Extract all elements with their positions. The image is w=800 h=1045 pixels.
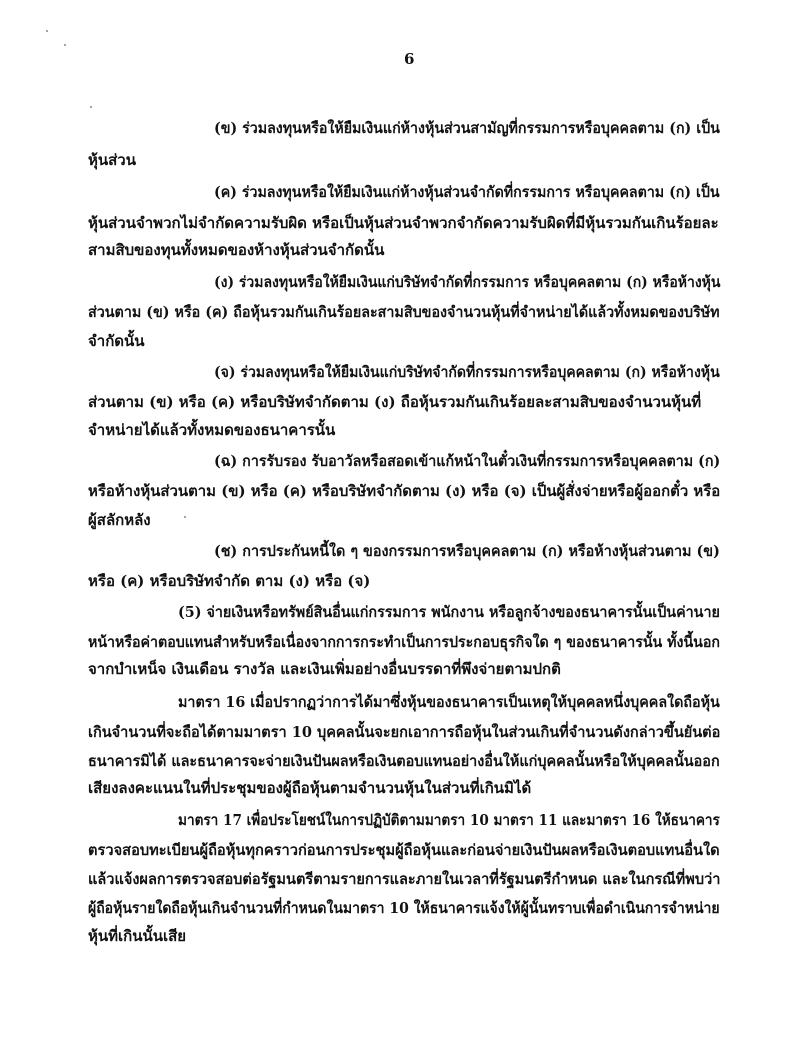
section-16-line-1: มาตรา 16 เมื่อปรากฏว่าการได้มาซึ่งหุ้นของธนาคารเป็นเหตุให้บุคคลหนึ่งบุคคลใดถือหุ้น bbox=[178, 693, 720, 711]
clause-chho-line-3: ผู้สลักหลัง bbox=[88, 511, 151, 529]
item-5-line-1: (5) จ่ายเงินหรือทรัพย์สินอื่นแก่กรรมการ พนักงาน หรือลูกจ้างของธนาคารนั้นเป็นค่านาย bbox=[178, 603, 720, 621]
clause-chho-line-1: (ฉ) การรับรอง รับอาวัลหรือสอดเข้าแก้หน้าในตั๋วเงินที่กรรมการหรือบุคคลตาม (ก) bbox=[214, 452, 721, 470]
clause-kho-line-1: (ข) ร่วมลงทุนหรือให้ยืมเงินแก่ห้างหุ้นส่วนสามัญที่กรรมการหรือบุคคลตาม (ก) เป็น bbox=[214, 119, 720, 137]
clause-cho-line-3: จำหน่ายได้แล้วทั้งหมดของธนาคารนั้น bbox=[88, 421, 336, 439]
scan-speck bbox=[90, 106, 92, 108]
page-number: 6 bbox=[404, 50, 415, 68]
scan-speck bbox=[184, 516, 186, 518]
item-5-line-3: จากบำเหน็จ เงินเดือน รางวัล และเงินเพิ่มอย่างอื่นบรรดาที่พึงจ่ายตามปกติ bbox=[88, 660, 561, 678]
clause-ngo-line-1: (ง) ร่วมลงทุนหรือให้ยืมเงินแก่บริษัทจำกัดที่กรรมการ หรือบุคคลตาม (ก) หรือห้างหุ้น bbox=[214, 273, 721, 291]
section-17-line-4: ผู้ถือหุ้นรายใดถือหุ้นเกินจำนวนที่กำหนดในมาตรา 10 ให้ธนาคารแจ้งให้ผู้นั้นทราบเพื่อดำเนินการจำหน่าย bbox=[88, 899, 720, 917]
clause-chho-line-2: หรือห้างหุ้นส่วนตาม (ข) หรือ (ค) หรือบริษัทจำกัดตาม (ง) หรือ (จ) เป็นผู้สั่งจ่ายหรือผู้ออกตั๋ว หรือ bbox=[88, 482, 721, 500]
clause-cho-line-1: (จ) ร่วมลงทุนหรือให้ยืมเงินแก่บริษัทจำกัดที่กรรมการหรือบุคคลตาม (ก) หรือห้างหุ้น bbox=[214, 363, 720, 381]
section-16-line-2: เกินจำนวนที่จะถือได้ตามมาตรา 10 บุคคลนั้นจะยกเอาการถือหุ้นในส่วนเกินที่จำนวนดังกล่าวขึ้นยันต่อ bbox=[88, 723, 721, 741]
scan-speck bbox=[64, 44, 66, 46]
item-5-line-2: หน้าหรือค่าตอบแทนสำหรับหรือเนื่องจากการกระทำเป็นการประกอบธุรกิจใด ๆ ของธนาคารนั้น ทั้งนี้นอก bbox=[88, 633, 720, 651]
section-16-line-3: ธนาคารมิได้ และธนาคารจะจ่ายเงินปันผลหรือเงินตอบแทนอย่างอื่นให้แก่บุคคลนั้นหรือให้บุคคลนั้นออก bbox=[88, 752, 720, 770]
section-17-line-2: ตรวจสอบทะเบียนผู้ถือหุ้นทุกคราวก่อนการประชุมผู้ถือหุ้นและก่อนจ่ายเงินปันผลหรือเงินตอบแทนอื่นใด bbox=[88, 841, 720, 859]
clause-kho-line-2: หุ้นส่วน bbox=[88, 151, 136, 169]
section-17-line-5: หุ้นที่เกินนั้นเสีย bbox=[88, 927, 187, 945]
clause-cho-line-2: ส่วนตาม (ข) หรือ (ค) หรือบริษัทจำกัดตาม (ง) ถือหุ้นรวมกันเกินร้อยละสามสิบของจำนวนหุ้นที่ bbox=[88, 393, 702, 411]
clause-cho-chang-line-2: หรือ (ค) หรือบริษัทจำกัด ตาม (ง) หรือ (จ) bbox=[88, 572, 371, 590]
clause-ngo-line-2: ส่วนตาม (ข) หรือ (ค) ถือหุ้นรวมกันเกินร้อยละสามสิบของจำนวนหุ้นที่จำหน่ายได้แล้วทั้งหมดของบริษัท bbox=[88, 303, 720, 321]
section-17-line-3: แล้วแจ้งผลการตรวจสอบต่อรัฐมนตรีตามรายการและภายในเวลาที่รัฐมนตรีกำหนด และในกรณีที่พบว่า bbox=[88, 870, 721, 888]
clause-kho2-line-3: สามสิบของทุนทั้งหมดของห้างหุ้นส่วนจำกัดนั้น bbox=[88, 241, 385, 259]
clause-kho2-line-1: (ค) ร่วมลงทุนหรือให้ยืมเงินแก่ห้างหุ้นส่วนจำกัดที่กรรมการ หรือบุคคลตาม (ก) เป็น bbox=[214, 183, 720, 201]
clause-ngo-line-3: จำกัดนั้น bbox=[88, 332, 145, 350]
clause-kho2-line-2: หุ้นส่วนจำพวกไม่จำกัดความรับผิด หรือเป็นหุ้นส่วนจำพวกจำกัดความรับผิดที่มีหุ้นรวมกันเกินร้อยละ bbox=[88, 214, 719, 232]
clause-cho-chang-line-1: (ช) การประกันหนี้ใด ๆ ของกรรมการหรือบุคคลตาม (ก) หรือห้างหุ้นส่วนตาม (ข) bbox=[214, 542, 720, 560]
section-17-line-1: มาตรา 17 เพื่อประโยชน์ในการปฏิบัติตามมาตรา 10 มาตรา 11 และมาตรา 16 ให้ธนาคาร bbox=[178, 811, 720, 829]
section-16-line-4: เสียงลงคะแนนในที่ประชุมของผู้ถือหุ้นตามจำนวนหุ้นในส่วนที่เกินมิได้ bbox=[88, 779, 532, 797]
scan-speck bbox=[46, 30, 48, 32]
